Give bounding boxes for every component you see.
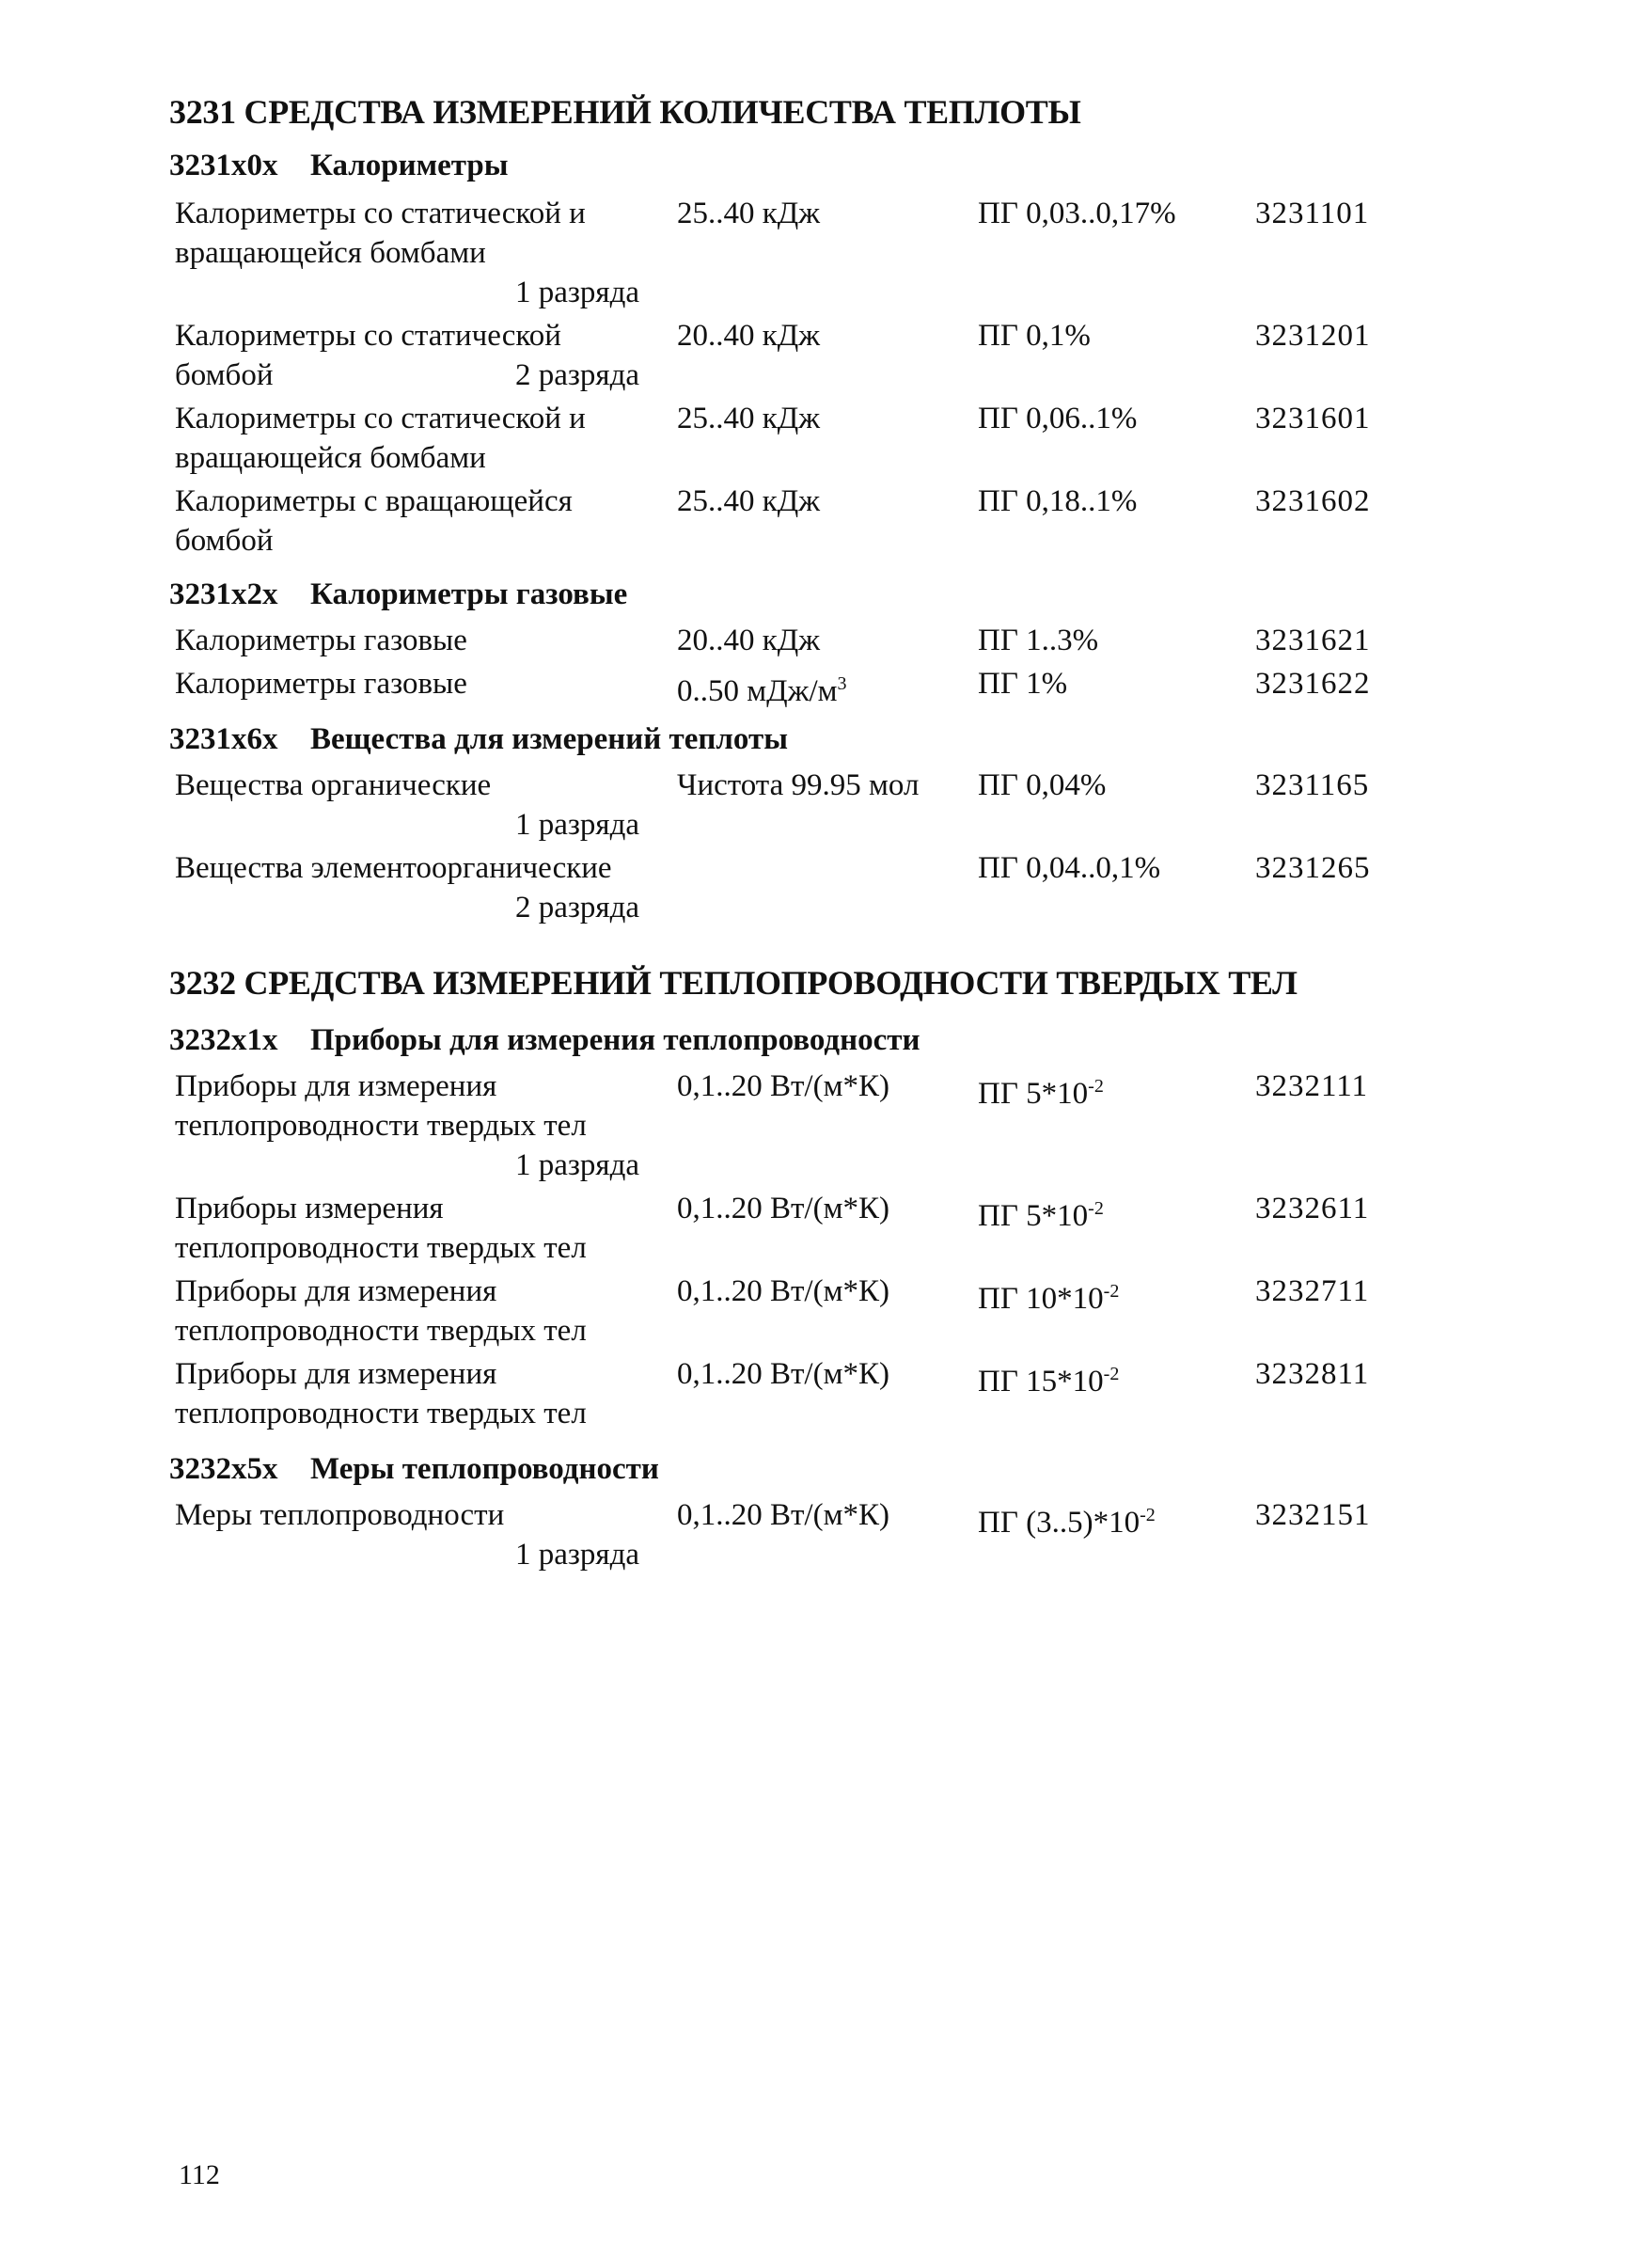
group-title: Калориметры	[310, 149, 509, 182]
tolerance-text: ПГ 5*10	[978, 1199, 1089, 1233]
group-heading	[169, 577, 627, 612]
item-range: 0,1..20 Вт/(м*К)	[677, 1357, 889, 1391]
name-line: вращающейся бомбами	[175, 236, 486, 270]
item-tolerance: ПГ 0,18..1%	[978, 484, 1138, 518]
name-line: Приборы для измерения	[175, 1069, 497, 1103]
group-code: 3231x0x	[169, 149, 278, 182]
name-line: Приборы измерения	[175, 1192, 444, 1225]
item-tolerance: ПГ 1..3%	[978, 624, 1099, 657]
item-code: 3231201	[1255, 319, 1371, 353]
item-name	[175, 194, 664, 312]
name-line: бомбой	[175, 524, 274, 558]
tolerance-superscript: -2	[1088, 1076, 1104, 1097]
section-heading: 3231 СРЕДСТВА ИЗМЕРЕНИЙ КОЛИЧЕСТВА ТЕПЛОТЫ	[169, 93, 1081, 131]
item-code: 3232151	[1255, 1498, 1371, 1532]
item-name	[175, 766, 664, 845]
item-name	[175, 1495, 664, 1574]
item-code: 3231601	[1255, 402, 1371, 435]
name-line: Меры теплопроводности	[175, 1498, 505, 1532]
group-code: 3232x5x	[169, 1452, 278, 1486]
item-code: 3231165	[1255, 768, 1370, 802]
item-grade: 1 разряда	[515, 808, 640, 842]
tolerance-text: ПГ 15*10	[978, 1365, 1104, 1399]
name-line: теплопроводности твердых тел	[175, 1397, 587, 1430]
group-title: Приборы для измерения теплопроводности	[310, 1023, 920, 1057]
group-code: 3231x2x	[169, 577, 278, 611]
group-code: 3231x6x	[169, 722, 278, 756]
item-grade: 2 разряда	[515, 358, 640, 392]
tolerance-superscript: -2	[1103, 1364, 1120, 1384]
range-superscript: 3	[837, 673, 847, 694]
item-name	[175, 1354, 664, 1433]
item-tolerance	[978, 1354, 1119, 1401]
item-tolerance	[978, 1495, 1156, 1542]
item-tolerance	[978, 1272, 1119, 1319]
item-range: 0,1..20 Вт/(м*К)	[677, 1498, 889, 1532]
name-line	[175, 356, 664, 395]
item-tolerance: ПГ 0,04%	[978, 768, 1107, 802]
item-range: 25..40 кДж	[677, 484, 821, 518]
item-name	[175, 1067, 664, 1185]
item-code: 3231265	[1255, 851, 1371, 885]
group-code: 3232x1x	[169, 1023, 278, 1057]
group-heading	[169, 1452, 659, 1487]
name-line: Калориметры газовые	[175, 667, 467, 701]
item-range: 20..40 кДж	[677, 319, 821, 353]
item-name	[175, 399, 664, 478]
name-line: Калориметры со статической	[175, 319, 561, 353]
group-title: Калориметры газовые	[310, 577, 628, 611]
page-number: 112	[179, 2159, 220, 2190]
name-line: вращающейся бомбами	[175, 441, 486, 475]
tolerance-text: ПГ 10*10	[978, 1282, 1104, 1316]
item-name	[175, 482, 664, 561]
item-name	[175, 621, 664, 660]
group-heading	[169, 1023, 920, 1058]
name-line: Вещества органические	[175, 768, 492, 802]
name-line: Приборы для измерения	[175, 1274, 497, 1308]
name-line: Калориметры газовые	[175, 624, 467, 657]
item-name	[175, 1272, 664, 1351]
item-name	[175, 316, 664, 395]
item-grade: 2 разряда	[515, 891, 640, 924]
tolerance-superscript: -2	[1140, 1505, 1156, 1525]
item-grade: 1 разряда	[515, 1538, 640, 1572]
name-line: теплопроводности твердых тел	[175, 1231, 587, 1265]
item-grade: 1 разряда	[515, 276, 640, 309]
item-range: 0,1..20 Вт/(м*К)	[677, 1274, 889, 1308]
tolerance-text: ПГ (3..5)*10	[978, 1506, 1141, 1540]
item-code: 3231621	[1255, 624, 1371, 657]
item-code: 3231622	[1255, 667, 1371, 701]
name-line: Калориметры с вращающейся	[175, 484, 573, 518]
item-code: 3232811	[1255, 1357, 1370, 1391]
name-line: Калориметры со статической и	[175, 197, 586, 230]
item-tolerance: ПГ 1%	[978, 667, 1068, 701]
name-line-text: бомбой	[175, 358, 274, 392]
group-title: Меры теплопроводности	[310, 1452, 659, 1486]
item-code: 3231602	[1255, 484, 1371, 518]
name-line: Вещества элементоорганические	[175, 851, 612, 885]
group-title: Вещества для измерений теплоты	[310, 722, 788, 756]
item-tolerance	[978, 1189, 1104, 1236]
item-range: 25..40 кДж	[677, 197, 821, 230]
item-range: 25..40 кДж	[677, 402, 821, 435]
item-range: 0,1..20 Вт/(м*К)	[677, 1069, 889, 1103]
item-code: 3231101	[1255, 197, 1370, 230]
range-text: 0..50 мДж/м	[677, 674, 838, 708]
item-range	[677, 664, 847, 711]
name-line: теплопроводности твердых тел	[175, 1314, 587, 1348]
item-code: 3232711	[1255, 1274, 1370, 1308]
item-tolerance: ПГ 0,06..1%	[978, 402, 1138, 435]
item-range: 20..40 кДж	[677, 624, 821, 657]
item-name	[175, 848, 664, 927]
tolerance-superscript: -2	[1103, 1281, 1120, 1302]
item-tolerance: ПГ 0,03..0,17%	[978, 197, 1176, 230]
section-heading: 3232 СРЕДСТВА ИЗМЕРЕНИЙ ТЕПЛОПРОВОДНОСТИ ТВЕРДЫХ ТЕЛ	[169, 964, 1298, 1002]
name-line: Приборы для измерения	[175, 1357, 497, 1391]
group-heading	[169, 149, 509, 183]
name-line: Калориметры со статической и	[175, 402, 586, 435]
item-tolerance: ПГ 0,04..0,1%	[978, 851, 1161, 885]
item-grade: 1 разряда	[515, 1148, 640, 1182]
name-line: теплопроводности твердых тел	[175, 1109, 587, 1143]
item-tolerance: ПГ 0,1%	[978, 319, 1091, 353]
item-tolerance	[978, 1067, 1104, 1114]
item-range: 0,1..20 Вт/(м*К)	[677, 1192, 889, 1225]
item-code: 3232611	[1255, 1192, 1370, 1225]
item-name	[175, 664, 664, 703]
item-range: Чистота 99.95 мол	[677, 768, 920, 802]
tolerance-superscript: -2	[1088, 1198, 1104, 1219]
tolerance-text: ПГ 5*10	[978, 1077, 1089, 1111]
item-code: 3232111	[1255, 1069, 1369, 1103]
group-heading	[169, 722, 788, 757]
item-name	[175, 1189, 664, 1268]
